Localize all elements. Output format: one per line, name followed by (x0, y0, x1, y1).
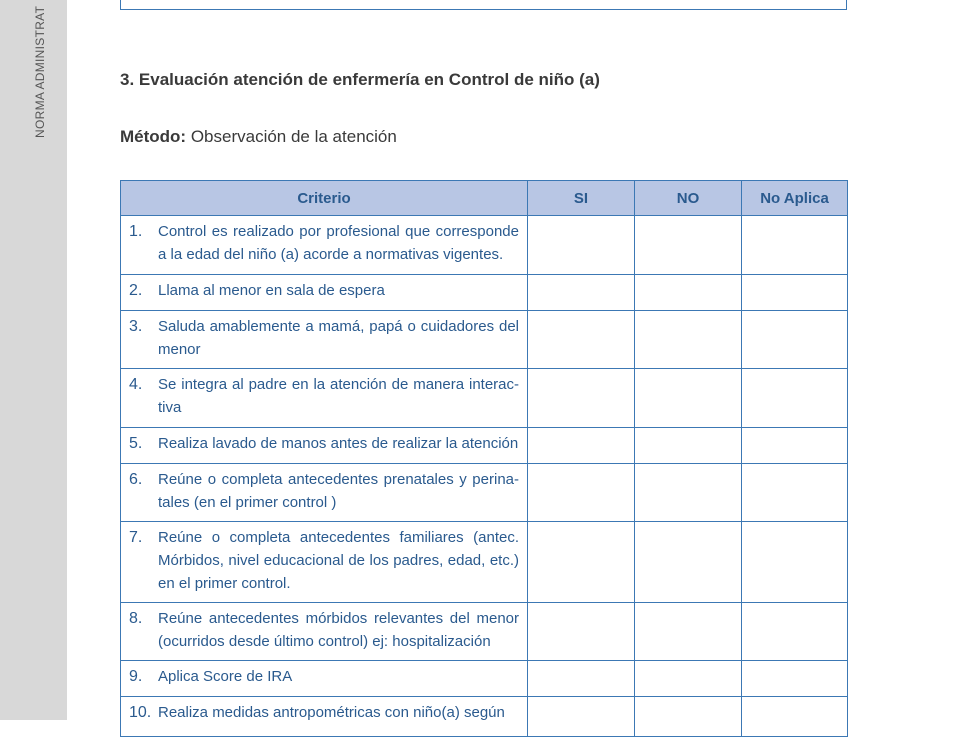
criterion-text: Reúne o completa antecedentes prenatales y perina-tales (en el primer control ) (158, 471, 519, 511)
si-cell[interactable] (528, 464, 635, 522)
criterion-cell (121, 464, 528, 522)
side-label: NORMA ADMINISTRAT (33, 5, 47, 138)
no-cell[interactable] (635, 369, 742, 428)
criterion-cell (121, 311, 528, 369)
criterion-cell (121, 275, 528, 311)
criterion-text: Llama al menor en sala de espera (158, 282, 385, 299)
no-cell[interactable] (635, 603, 742, 661)
table-row (121, 216, 848, 275)
previous-table-bottom (120, 0, 847, 10)
header-criterio: Criterio (121, 181, 528, 216)
criterion-text: Realiza medidas antropométricas con niño(a) según (158, 704, 505, 721)
no-cell[interactable] (635, 428, 742, 464)
no-aplica-cell[interactable] (742, 603, 848, 661)
table-row (121, 522, 848, 603)
no-aplica-cell[interactable] (742, 522, 848, 603)
no-aplica-cell[interactable] (742, 275, 848, 311)
no-aplica-cell[interactable] (742, 697, 848, 737)
table-row (121, 428, 848, 464)
criterion-cell (121, 369, 528, 428)
no-cell[interactable] (635, 464, 742, 522)
no-cell[interactable] (635, 522, 742, 603)
table-row (121, 369, 848, 428)
method-label: Método: (120, 127, 187, 146)
header-si: SI (528, 181, 635, 216)
si-cell[interactable] (528, 661, 635, 697)
criterion-cell (121, 428, 528, 464)
criterion-number: 4. (129, 376, 143, 393)
criterion-text: Reúne o completa antecedentes familiares (antec. Mórbidos, nivel educacional de los padres, edad, etc.) en el primer control. (158, 529, 519, 592)
no-cell[interactable] (635, 661, 742, 697)
side-strip (0, 0, 67, 720)
criterion-number: 2. (129, 282, 143, 299)
table-row (121, 464, 848, 522)
table-row (121, 603, 848, 661)
header-no: NO (635, 181, 742, 216)
criterion-number: 5. (129, 435, 143, 452)
no-cell[interactable] (635, 216, 742, 275)
checklist-table (120, 180, 848, 737)
criterion-number: 7. (129, 529, 143, 546)
no-aplica-cell[interactable] (742, 216, 848, 275)
si-cell[interactable] (528, 522, 635, 603)
criterion-cell (121, 216, 528, 275)
criterion-cell (121, 697, 528, 737)
table-row (121, 697, 848, 737)
criterion-cell (121, 661, 528, 697)
header-row (121, 181, 848, 216)
table-row (121, 661, 848, 697)
method-line (120, 127, 397, 147)
criterion-number: 8. (129, 610, 143, 627)
criterion-text: Realiza lavado de manos antes de realizar la atención (158, 435, 519, 452)
si-cell[interactable] (528, 216, 635, 275)
criterion-number: 9. (129, 668, 143, 685)
si-cell[interactable] (528, 369, 635, 428)
si-cell[interactable] (528, 603, 635, 661)
si-cell[interactable] (528, 275, 635, 311)
criterion-cell (121, 603, 528, 661)
criterion-number: 10. (129, 704, 152, 721)
criterion-number: 3. (129, 318, 143, 335)
no-aplica-cell[interactable] (742, 369, 848, 428)
si-cell[interactable] (528, 311, 635, 369)
no-aplica-cell[interactable] (742, 661, 848, 697)
si-cell[interactable] (528, 697, 635, 737)
section-title: 3. Evaluación atención de enfermería en Control de niño (a) (120, 70, 600, 89)
criterion-cell (121, 522, 528, 603)
no-cell[interactable] (635, 275, 742, 311)
criterion-text: Control es realizado por profesional que corresponde a la edad del niño (a) acorde a normativas vigentes. (158, 223, 519, 263)
no-aplica-cell[interactable] (742, 311, 848, 369)
criterion-number: 1. (129, 223, 143, 240)
no-cell[interactable] (635, 697, 742, 737)
criterion-text: Aplica Score de IRA (158, 668, 293, 685)
table-row (121, 311, 848, 369)
si-cell[interactable] (528, 428, 635, 464)
criterion-text: Saluda amablemente a mamá, papá o cuidadores del menor (158, 318, 519, 358)
method-value: Observación de la atención (186, 127, 397, 146)
no-aplica-cell[interactable] (742, 428, 848, 464)
criterion-text: Se integra al padre en la atención de manera interac-tiva (158, 376, 519, 416)
header-no-aplica: No Aplica (742, 181, 848, 216)
table-row (121, 275, 848, 311)
criterion-number: 6. (129, 471, 143, 488)
no-cell[interactable] (635, 311, 742, 369)
criterion-text: Reúne antecedentes mórbidos relevantes del menor (ocurridos desde último control) ej: hospitalización (158, 610, 519, 650)
no-aplica-cell[interactable] (742, 464, 848, 522)
